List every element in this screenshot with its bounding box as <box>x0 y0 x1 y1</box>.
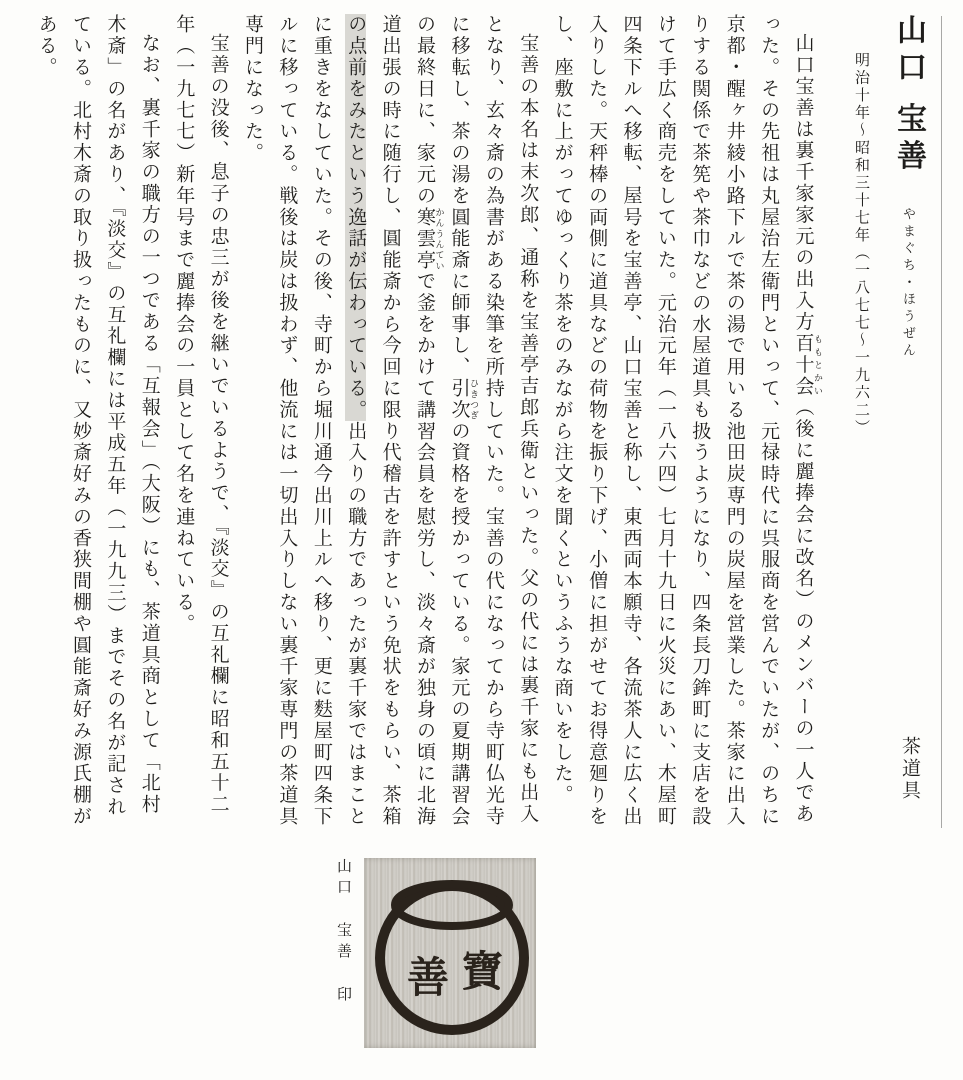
text-segment: （後に麗捧会に改名）のメンバーの一人であった。その先祖は丸屋治左衛門といって、元禄時代に呉服商を営んでいたが、のちに京都・醒ヶ井綾小路下ルで茶の湯で用いる池田炭専門の炭屋を営業した。茶家に出入りする関係で茶筅や茶巾などの水屋道具も扱うようになり、四条長刀鉾町に支店を設けて手広く商売をしていた。元治元年（一八六四）七月十九日に火災にあい、木屋町四条下ルへ移転、屋号を宝善亭、山口宝善と称し、東西両本願寺、各流茶人に広く出入りした。天秤棒の両側に道具などの荷物を振り下げ、小僧に担がせてお得意廻りをし、座敷に上がってゆっくり茶をのみながら注文を聞くというふうな商いをした。 <box>551 14 814 828</box>
text-segment: の資格を授かっている。家元の夏期講習会の最終日に、家元の <box>414 14 470 828</box>
entry-dates: 明治十年〜昭和三十七年（一八七七〜一九六二） <box>853 52 869 437</box>
entry-reading: やまぐち・ほうぜん <box>901 207 916 360</box>
article-body <box>28 14 823 834</box>
text-segment: 山口宝善は裏千家家元の出入方 <box>792 33 814 333</box>
entry-content <box>33 14 935 834</box>
text-segment: 宝善の没後、息子の忠三が後を継いでいるようで、『淡交』の互礼欄に昭和五十二年（一九七七）新年号まで麗捧会の一員として名を連ねている。 <box>173 14 229 816</box>
text-segment: で釜をかけて講習会員を慰労し、淡々斎が独身の頃に北海道出張の時に随行し、圓能斎から今回に限り代稽古を許すという免状をもらい、茶箱 <box>379 14 436 828</box>
seal-glyph-right: 寶 <box>460 950 504 996</box>
ruby-annotated-text: 寒雲亭 かんうんてい <box>414 206 445 271</box>
margin-rule <box>941 16 942 828</box>
seal-image <box>364 858 536 1048</box>
ruby-annotated-text: 百十会 ももとかい <box>792 332 823 397</box>
seal-glyph-left: 善 <box>406 956 450 1002</box>
text-segment: 宝善の本名は末次郎、通称を宝善亭吉郎兵衛といった。父の代には裏千家にも出入となり、玄々斎の為書がある染筆を所持していた。宝善の代になってから寺町仏光寺に移転し、茶の湯を圓能斎に師事し、 <box>448 14 539 828</box>
ruby-annotated-text: 引次 ひきつぎ <box>448 377 479 421</box>
paragraph <box>544 14 823 834</box>
page-title <box>881 14 935 834</box>
text-segment: 出入りの職方であったが裏千家ではまことに重きをなしていた。その後、寺町から堀川通今出川上ルへ移り、更に麩屋町四条下ルに移っている。戦後は炭は扱わず、他流には一切出入りしない裏千家専門の茶道具専門になった。 <box>242 14 367 828</box>
seal-stamp-icon <box>364 858 536 1048</box>
seal-figure <box>333 858 536 1048</box>
paragraph <box>166 14 235 834</box>
text-segment: なお、裏千家の職方の一つである「互報会」（大阪）にも、茶道具商として「北村木斎」の名があり、『淡交』の互礼欄には平成五年（一九九三）までその名が記されている。北村木斎の取り扱ったものに、又妙斎好みの香狭間棚や圓能斎好み源氏棚がある。 <box>35 14 160 828</box>
category-label: 茶道具 <box>899 736 920 802</box>
highlighted-text: の点前をみたという逸話が伝わっている。 <box>345 14 367 421</box>
entry-name: 山口 宝善 <box>892 14 925 177</box>
paragraph <box>28 14 166 834</box>
paragraph <box>235 14 545 834</box>
seal-caption: 山口 宝善 印 <box>335 858 351 1007</box>
